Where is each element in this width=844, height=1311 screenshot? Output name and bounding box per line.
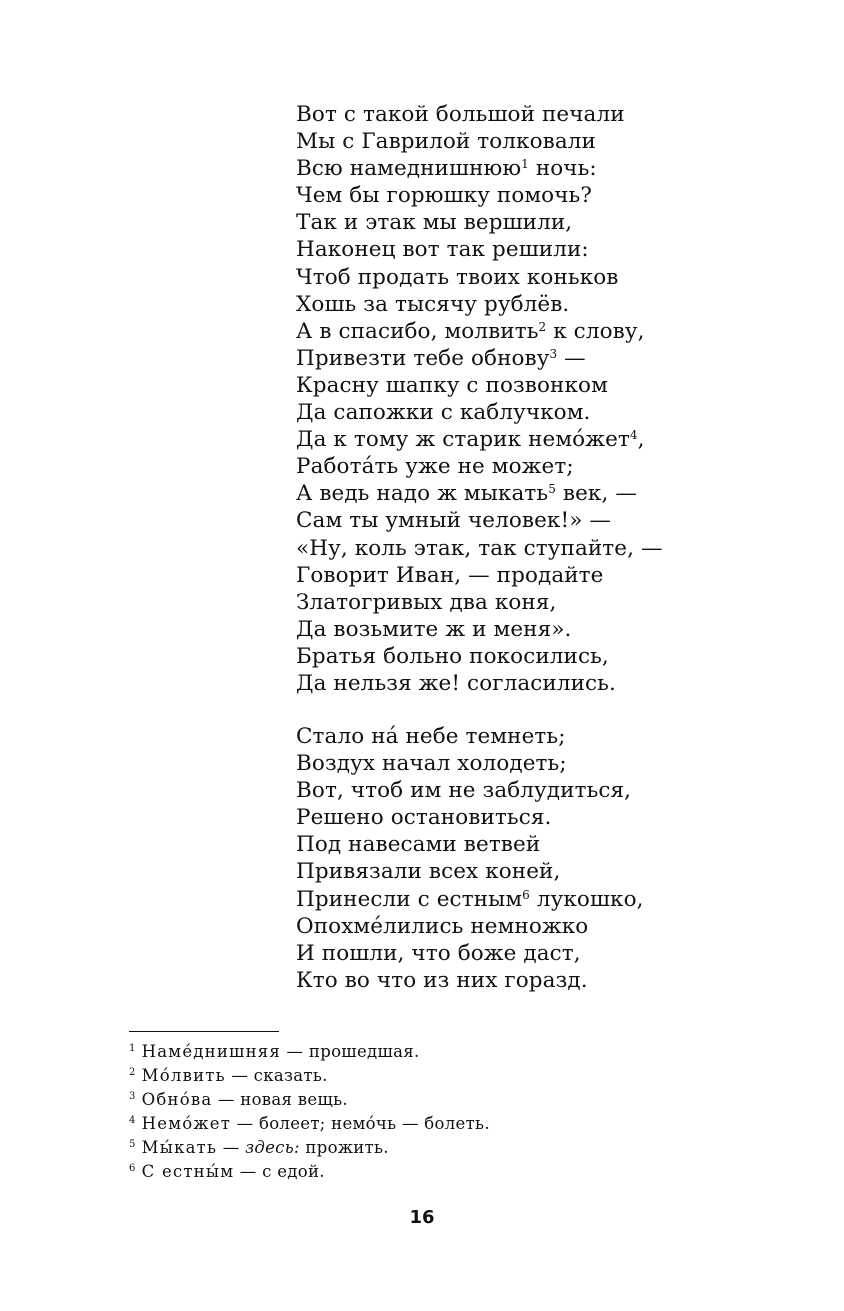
footnote-marker: 5 [548, 482, 556, 497]
poem-line-text: Златогривых два коня, [296, 589, 557, 615]
footnote-item [129, 1064, 490, 1088]
poem-line-text: Да нельзя же! согласились. [296, 670, 616, 696]
poem-line-text: Чтоб продать твоих коньков [296, 264, 619, 290]
poem-line [296, 967, 644, 994]
footnote-item [129, 1112, 490, 1136]
footnote-dash: — [225, 1066, 254, 1085]
poem-line [296, 182, 663, 209]
poem-line-text: Да сапожки с каблучком. [296, 400, 591, 426]
poem-line-text: Красну шапку с позвонком [296, 372, 608, 398]
footnote-dash: — [281, 1042, 309, 1061]
poem-line-text: Братья больно покосились, [296, 643, 609, 669]
footnote-term: Обно́ва [141, 1090, 213, 1109]
poem-line-text: Чем бы горюшку помочь? [296, 183, 592, 209]
poem-line [296, 886, 644, 913]
poem-line-text: «Ну, коль этак, так ступайте, — [296, 535, 663, 561]
poem-line-text: Вот, чтоб им не заблудиться, [296, 778, 632, 804]
poem-line-tail: к слову, [546, 318, 645, 344]
footnote-marker: 3 [549, 346, 558, 361]
footnote-note: здесь: [245, 1138, 300, 1157]
poem-line [296, 399, 663, 426]
footnote-dash: — [212, 1090, 241, 1109]
poem-line-text: Хошь за тысячу рублёв. [296, 291, 570, 317]
footnote-item [129, 1040, 490, 1064]
poem-line-text: Говорит Иван, — продайте [296, 562, 604, 588]
poem-line [296, 777, 644, 804]
footnote-divider [129, 1031, 279, 1032]
poem-line [296, 264, 663, 291]
poem-line-text: Мы с Гаврилой толковали [296, 129, 596, 155]
poem-line-text: А в спасибо, молвить [296, 318, 539, 344]
poem-line [296, 858, 644, 885]
footnote-number: 3 [129, 1091, 136, 1102]
poem-line-tail: ночь: [528, 156, 597, 182]
footnote-term: С естны́м [141, 1162, 235, 1181]
poem-line [296, 643, 663, 670]
poem-line-text: И пошли, что боже даст, [296, 940, 581, 966]
poem-line-text: Воздух начал холодеть; [296, 751, 567, 777]
poem-line [296, 562, 663, 589]
poem-stanza-1 [296, 101, 663, 697]
poem-line [296, 940, 644, 967]
footnote-number: 5 [129, 1139, 136, 1150]
footnote-item [129, 1088, 490, 1112]
poem-line-text: Привязали всех коней, [296, 859, 561, 885]
poem-line-text: Решено остановиться. [296, 805, 552, 831]
poem-line [296, 723, 644, 750]
poem-line [296, 345, 663, 372]
poem-line [296, 670, 663, 697]
poem-line-text: Опохме́лились немножко [296, 913, 589, 939]
poem-line [296, 155, 663, 182]
footnote-marker: 2 [538, 319, 547, 334]
poem-line-text: Привезти тебе обнову [296, 345, 550, 371]
footnote-term: Наме́днишняя [141, 1042, 282, 1061]
footnote-definition: с едой. [262, 1162, 325, 1181]
footnote-term: Немо́жет [141, 1114, 232, 1133]
page-number: 16 [409, 1207, 435, 1228]
footnote-item [129, 1160, 490, 1184]
footnotes-block [129, 1040, 490, 1184]
poem-line [296, 831, 644, 858]
poem-line [296, 589, 663, 616]
poem-line [296, 101, 663, 128]
poem-line [296, 426, 663, 453]
poem-line [296, 291, 663, 318]
poem-line [296, 480, 663, 507]
poem-line [296, 616, 663, 643]
poem-line-text: Да к тому ж старик немо́жет [296, 427, 630, 453]
poem-line-tail: — [557, 345, 586, 371]
poem-line-tail: , [637, 427, 645, 453]
footnote-dash: — [234, 1162, 263, 1181]
footnote-number: 4 [129, 1115, 136, 1126]
footnote-term: Мы́кать [141, 1138, 218, 1157]
poem-line [296, 507, 663, 534]
poem-line [296, 318, 663, 345]
footnote-definition: сказать. [253, 1066, 328, 1085]
poem-line [296, 750, 644, 777]
footnote-marker: 1 [521, 157, 529, 172]
footnote-term: Мо́лвить [141, 1066, 226, 1085]
poem-line-text: Работа́ть уже не может; [296, 454, 574, 480]
poem-line-tail: лукошко, [529, 886, 644, 912]
footnote-item [129, 1136, 490, 1160]
footnote-definition: новая вещь. [240, 1090, 348, 1109]
poem-line [296, 453, 663, 480]
poem-line-text: Сам ты умный человек!» — [296, 508, 611, 534]
poem-line-text: Наконец вот так решили: [296, 237, 589, 263]
footnote-definition: прошедшая. [308, 1042, 420, 1061]
poem-line-text: Всю намеднишнюю [296, 156, 522, 182]
footnote-number: 1 [129, 1043, 136, 1054]
poem-line-tail: век, — [555, 481, 637, 507]
poem-line [296, 535, 663, 562]
poem-stanza-2 [296, 723, 644, 994]
footnote-definition: болеет; немо́чь — болеть. [258, 1114, 490, 1133]
footnote-marker: 6 [522, 887, 530, 902]
poem-line-text: Так и этак мы вершили, [296, 210, 573, 236]
footnote-number: 2 [129, 1067, 136, 1078]
footnote-dash: — [231, 1114, 259, 1133]
poem-line [296, 236, 663, 263]
footnote-marker: 4 [629, 428, 638, 443]
poem-line-text: Да возьмите ж и меня». [296, 616, 572, 642]
poem-line [296, 128, 663, 155]
poem-line [296, 913, 644, 940]
poem-line-text: Стало на́ небе темнеть; [296, 724, 566, 749]
footnote-definition: прожить. [299, 1138, 389, 1157]
footnote-dash: — [217, 1138, 246, 1157]
poem-line [296, 372, 663, 399]
poem-line-text: А ведь надо ж мыкать [296, 481, 549, 507]
poem-line-text: Кто во что из них горазд. [296, 967, 588, 993]
poem-line [296, 804, 644, 831]
poem-line [296, 209, 663, 236]
poem-line-text: Принесли с естным [296, 886, 523, 912]
poem-line-text: Под навесами ветвей [296, 832, 541, 858]
poem-line-text: Вот с такой большой печали [296, 102, 625, 127]
footnote-number: 6 [129, 1163, 136, 1174]
